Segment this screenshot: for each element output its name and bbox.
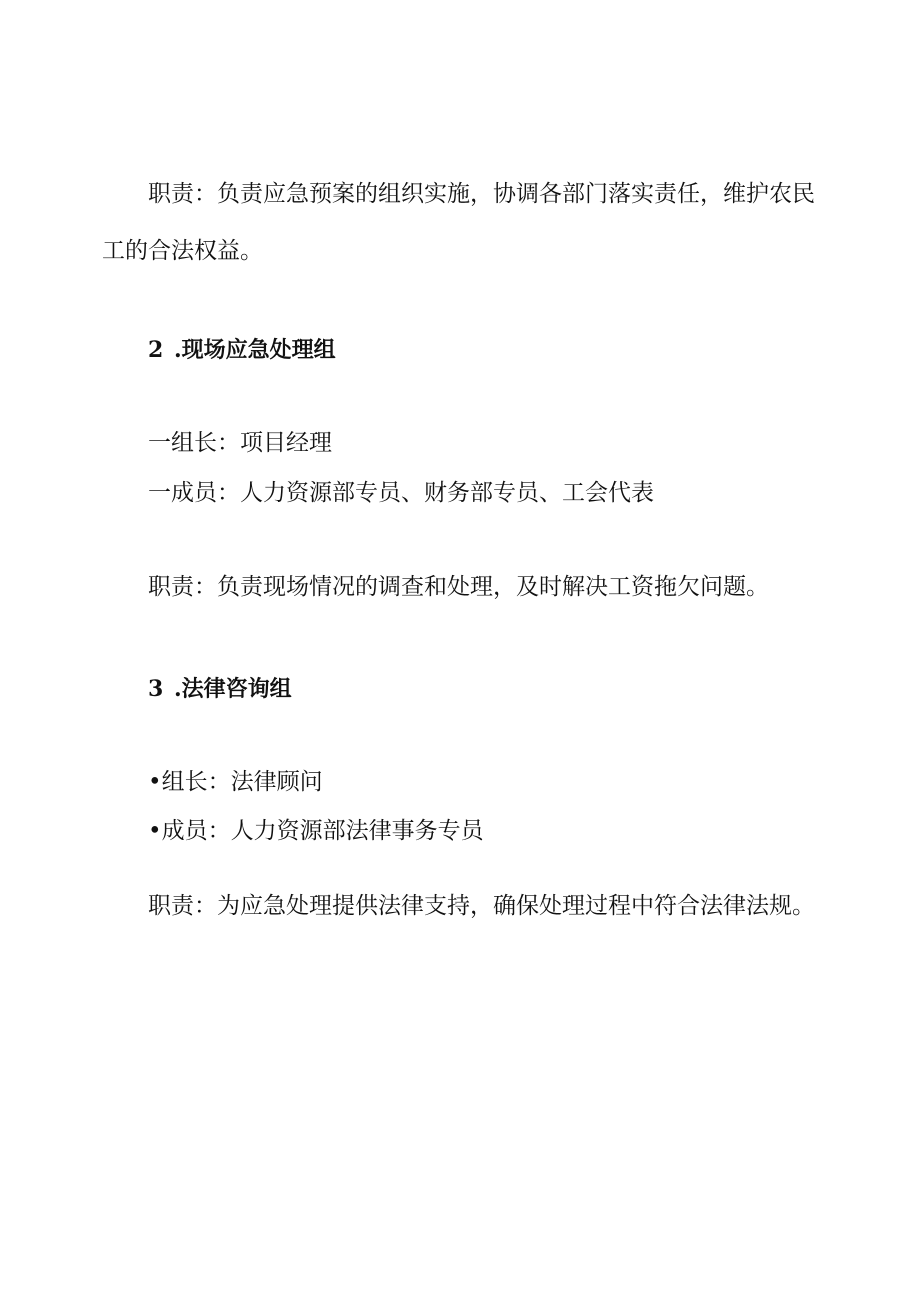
list-item-members: 一成员：人力资源部专员、财务部专员、工会代表 [148, 480, 654, 506]
list-item-members: •成员：人力资源部法律事务专员 [148, 818, 484, 844]
section-title: .现场应急处理组 [174, 337, 336, 363]
section-title: .法律咨询组 [174, 676, 292, 702]
list-item-leader: 一组长：项目经理 [148, 430, 332, 456]
section-heading-2 [148, 333, 336, 364]
paragraph-responsibility-1: 职责：负责应急预案的组织实施，协调各部门落实责任，维护农民工的合法权益。 [102, 181, 815, 264]
section-heading-3 [148, 672, 292, 703]
paragraph-responsibility-3: 职责：为应急处理提供法律支持，确保处理过程中符合法律法规。 [148, 893, 815, 919]
paragraph-responsibility-2: 职责：负责现场情况的调查和处理，及时解决工资拖欠问题。 [148, 574, 769, 600]
section-number: 2 [148, 337, 164, 363]
section-number: 3 [148, 676, 164, 702]
list-item-leader: •组长：法律顾问 [148, 769, 323, 795]
